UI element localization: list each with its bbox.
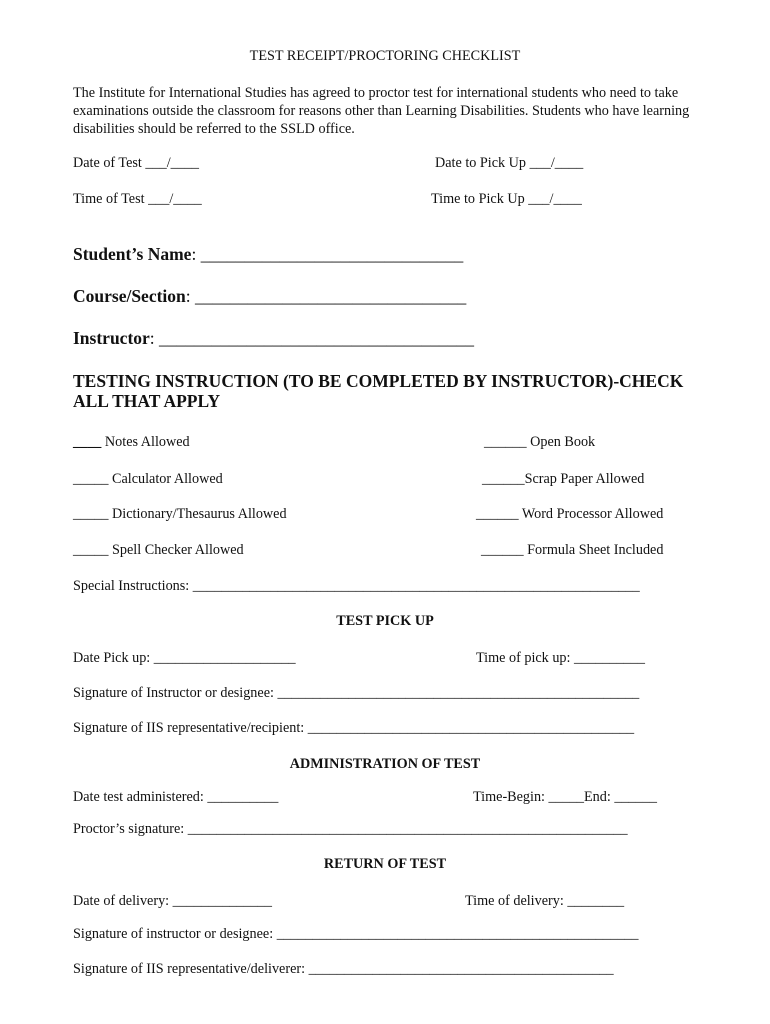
proctor-signature-field: Proctor’s signature: ______________________________________________________________ (73, 821, 628, 837)
student-name-field (73, 246, 463, 264)
spell-checker-option: _____ Spell Checker Allowed (73, 542, 244, 558)
course-section-field (73, 288, 466, 306)
iis-recipient-signature-field: Signature of IIS representative/recipient: ______________________________________________ (73, 720, 635, 736)
test-pick-up-heading: TEST PICK UP (336, 613, 434, 629)
return-instructor-signature-field: Signature of instructor or designee: ___________________________________________________ (73, 926, 639, 942)
intro-paragraph: The Institute for International Studies has agreed to proctor test for international students who need to take examinations outside the classroom for reasons other than Learning Disabilities. Students who have learning disabilities should be referred to the SSLD office. (73, 85, 690, 137)
instructor-label: Instructor (73, 328, 150, 348)
dictionary-option: _____ Dictionary/Thesaurus Allowed (73, 506, 287, 522)
time-of-pick-up-field: Time of pick up: __________ (476, 650, 645, 666)
calculator-allowed-option: _____ Calculator Allowed (73, 471, 223, 487)
time-begin-end-field: Time-Begin: _____End: ______ (473, 789, 657, 805)
date-of-test-field: Date of Test ___/____ (73, 155, 200, 171)
notes-allowed-label: Notes Allowed (101, 434, 190, 450)
notes-allowed-blank: ____ (73, 434, 102, 450)
course-section-blank: : _______________________________ (185, 286, 467, 306)
return-of-test-heading: RETURN OF TEST (323, 856, 447, 872)
date-of-delivery-field: Date of delivery: ______________ (73, 893, 272, 909)
scrap-paper-option: ______Scrap Paper Allowed (482, 471, 645, 487)
student-name-blank: : ______________________________ (191, 244, 464, 264)
testing-instruction-heading: TESTING INSTRUCTION (TO BE COMPLETED BY INSTRUCTOR)-CHECK ALL THAT APPLY (73, 371, 684, 411)
date-administered-field: Date test administered: __________ (73, 789, 279, 805)
administration-heading: ADMINISTRATION OF TEST (289, 756, 481, 772)
iis-deliverer-signature-field: Signature of IIS representative/deliverer: ___________________________________________ (73, 961, 614, 977)
word-processor-option: ______ Word Processor Allowed (476, 506, 664, 522)
date-pick-up-field: Date Pick up: ____________________ (73, 650, 296, 666)
time-to-pick-up-field: Time to Pick Up ___/____ (431, 191, 582, 207)
document-title: TEST RECEIPT/PROCTORING CHECKLIST (249, 48, 521, 64)
instructor-signature-field: Signature of Instructor or designee: ___________________________________________________ (73, 685, 640, 701)
notes-allowed-option (73, 435, 190, 449)
formula-sheet-option: ______ Formula Sheet Included (481, 542, 664, 558)
course-section-label: Course/Section (73, 286, 186, 306)
open-book-option: ______ Open Book (484, 434, 596, 450)
instructor-blank: : ____________________________________ (149, 328, 475, 348)
time-of-test-field: Time of Test ___/____ (73, 191, 202, 207)
time-of-delivery-field: Time of delivery: ________ (465, 893, 625, 909)
instructor-field (73, 330, 474, 348)
student-name-label: Student’s Name (73, 244, 192, 264)
special-instructions-field: Special Instructions: _______________________________________________________________ (73, 578, 640, 594)
date-to-pick-up-field: Date to Pick Up ___/____ (435, 155, 584, 171)
